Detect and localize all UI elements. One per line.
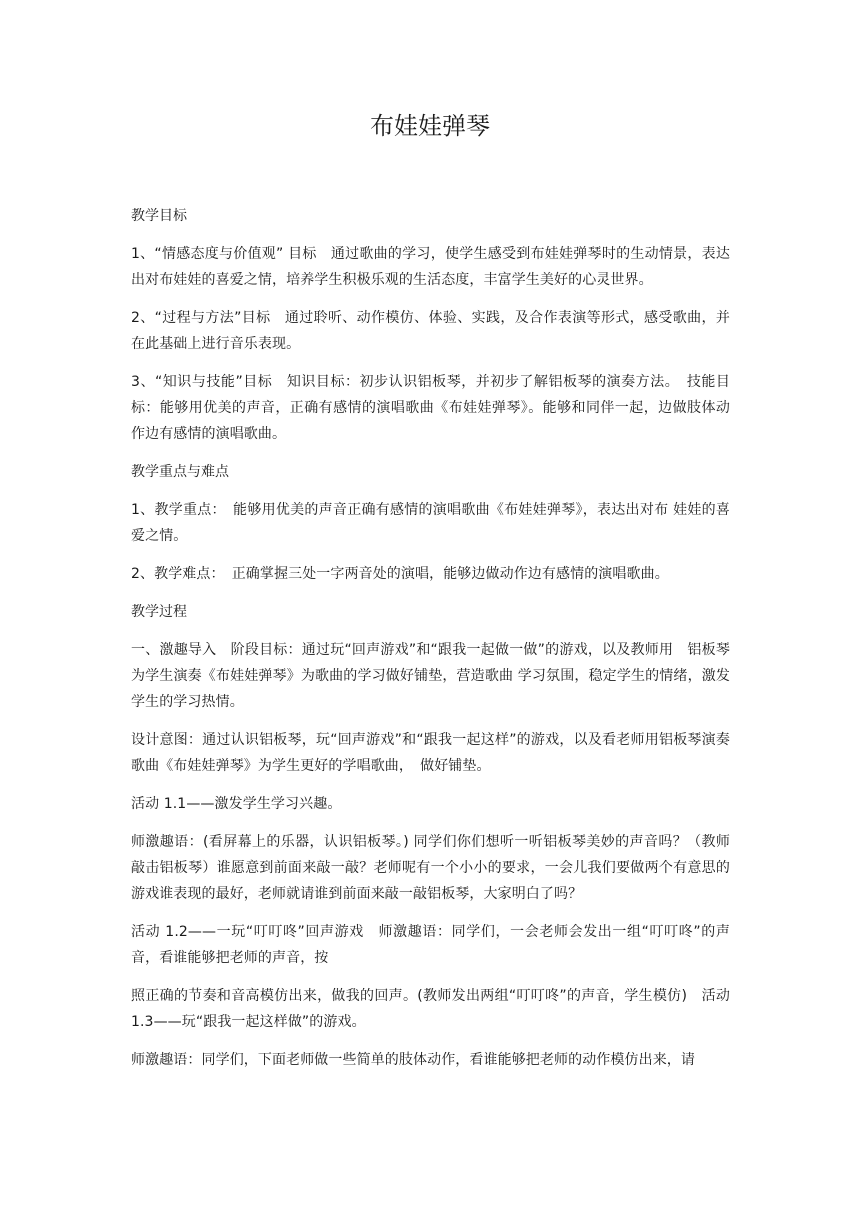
section-heading-teaching-goals: 教学目标 [131,208,187,224]
paragraph-activity-1-2: 活动 1.2——一玩“叮叮咚”回声游戏 师激趣语：同学们，一会老师会发出一组“叮叮咚”的声音，看谁能够把老师的声音，按 [131,924,730,966]
document-body [131,203,730,1085]
section-heading-key-points: 教学重点与难点 [131,464,229,480]
document-title: 布娃娃弹琴 [370,112,490,140]
paragraph-teacher-speech-1: 师激趣语：(看屏幕上的乐器，认识铝板琴。) 同学们你们想听一听铝板琴美妙的声音吗？（教师敲击铝板琴）谁愿意到前面来敲一敲？老师呢有一个小小的要求，一会儿我们要做两个有意思的游戏谁表现的最好，老师就请谁到前面来敲一敲铝板琴，大家明白了吗？ [131,834,730,902]
paragraph-activity-1-1: 活动 1.1——激发学生学习兴趣。 [131,796,342,812]
paragraph-key-point: 1、教学重点： 能够用优美的声音正确有感情的演唱歌曲《布娃娃弹琴》，表达出对布 娃娃的喜爱之情。 [131,502,730,544]
paragraph-difficult-point: 2、教学难点： 正确掌握三处一字两音处的演唱，能够边做动作边有感情的演唱歌曲。 [131,566,669,582]
paragraph-activity-1-3: 照正确的节奏和音高模仿出来，做我的回声。(教师发出两组“叮叮咚”的声音，学生模仿) 活动 1.3——玩“跟我一起这样做”的游戏。 [131,988,730,1030]
paragraph-goal-knowledge: 3、“知识与技能”目标 知识目标：初步认识铝板琴，并初步了解铝板琴的演奏方法。 技能目标：能够用优美的声音，正确有感情的演唱歌曲《布娃娃弹琴》。能够和同伴一起，边做肢体动作边有感情的演唱歌曲。 [131,374,730,442]
paragraph-goal-emotion: 1、“情感态度与价值观” 目标 通过歌曲的学习，使学生感受到布娃娃弹琴时的生动情景，表达出对布娃娃的喜爱之情，培养学生积极乐观的生活态度，丰富学生美好的心灵世界。 [131,246,730,288]
paragraph-design-intent: 设计意图：通过认识铝板琴，玩“回声游戏”和“跟我一起这样”的游戏，以及看老师用铝板琴演奏歌曲《布娃娃弹琴》为学生更好的学唱歌曲， 做好铺垫。 [131,732,730,774]
paragraph-goal-process: 2、“过程与方法”目标 通过聆听、动作模仿、体验、实践，及合作表演等形式，感受歌曲，并在此基础上进行音乐表现。 [131,310,730,352]
paragraph-intro-stage: 一、激趣导入 阶段目标：通过玩“回声游戏”和“跟我一起做一做”的游戏，以及教师用 铝板琴为学生演奏《布娃娃弹琴》为歌曲的学习做好铺垫，营造歌曲 学习氛围，稳定学生的情绪，激发学生的学习热情。 [131,642,730,710]
section-heading-teaching-process: 教学过程 [131,604,187,620]
paragraph-teacher-speech-2: 师激趣语：同学们，下面老师做一些简单的肢体动作，看谁能够把老师的动作模仿出来，请 [131,1052,695,1068]
